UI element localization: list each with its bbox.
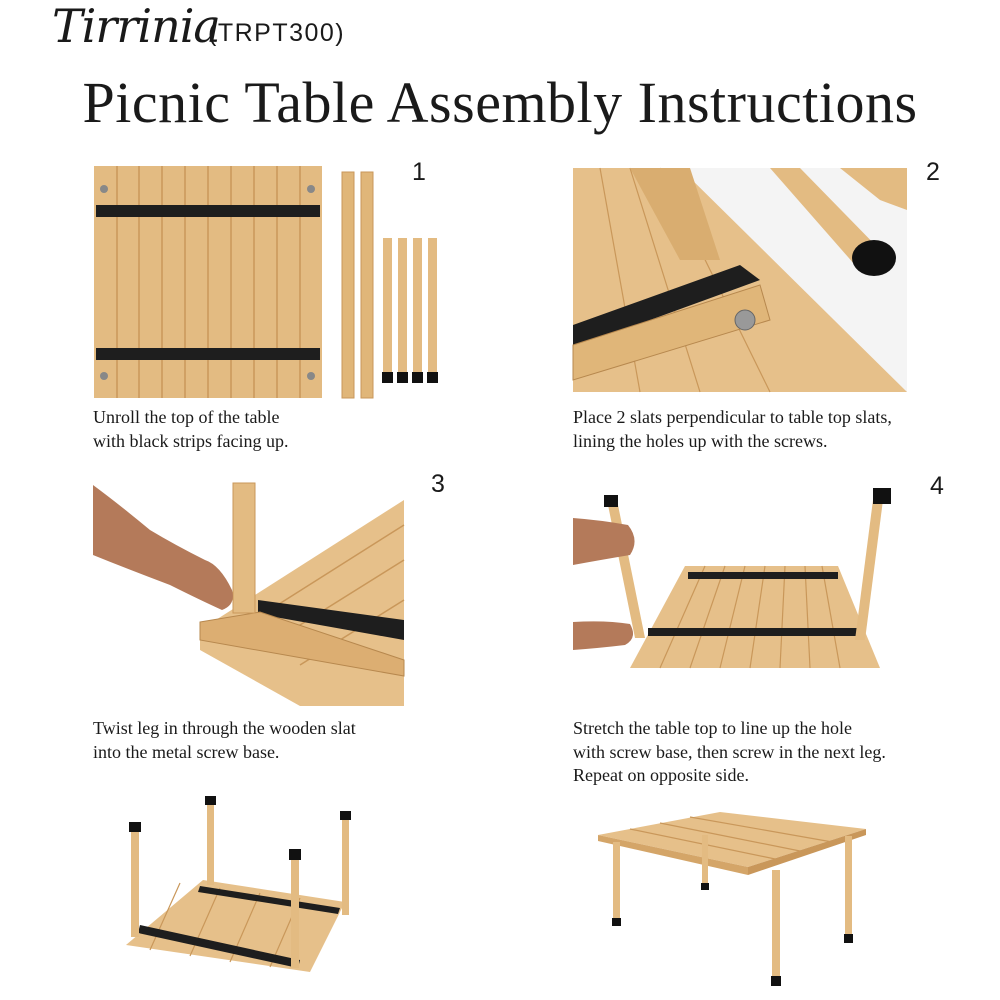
page-title: Picnic Table Assembly Instructions — [82, 70, 918, 135]
table-top — [598, 812, 866, 867]
brand-logo: Tirrinia — [52, 0, 220, 53]
table-leg — [702, 835, 708, 885]
step-4-number: 4 — [930, 472, 944, 500]
step-4-caption: Stretch the table top to line up the hole with screw base, then screw in the next leg. Repeat on opposite side. — [573, 718, 886, 785]
step-3-number: 3 — [431, 470, 445, 498]
step-3-caption: Twist leg in through the wooden slat into the metal screw base. — [93, 718, 356, 762]
step-1-caption: Unroll the top of the table with black strips facing up. — [93, 407, 289, 451]
table-leg — [772, 870, 780, 978]
table-leg — [845, 836, 852, 936]
model-number: (TRPT300) — [208, 19, 346, 47]
step-1-number: 1 — [412, 158, 426, 186]
step-2-caption: Place 2 slats perpendicular to table top slats, lining the holes up with the screws. — [573, 407, 892, 451]
step-2-number: 2 — [926, 158, 940, 186]
table-leg — [613, 842, 620, 920]
